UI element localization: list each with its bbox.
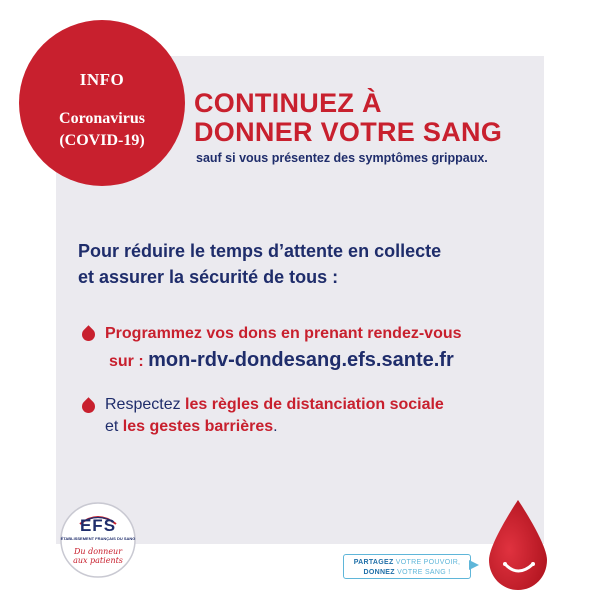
logo-tagline1: Du donneur	[73, 547, 123, 556]
appointment-prefix: sur :	[109, 353, 149, 370]
distancing-word1: Respectez	[105, 396, 186, 413]
headline-line2: DONNER VOTRE SANG	[194, 117, 503, 147]
distancing-end: .	[273, 418, 278, 435]
bubble-bold1: PARTAGEZ	[353, 559, 394, 566]
intro-line1: Pour réduire le temps d’attente en collecte	[78, 241, 442, 261]
appointment-url[interactable]: mon-rdv-dondesang.efs.sante.fr	[148, 349, 454, 371]
headline	[194, 89, 502, 147]
appointment-item	[105, 321, 462, 375]
bubble-bold2: DONNEZ	[363, 569, 395, 576]
headline-subtitle: sauf si vous présentez des symptômes grippaux.	[196, 151, 488, 165]
bubble-tail	[469, 560, 479, 570]
share-bubble	[343, 554, 471, 579]
distancing-highlight1: les règles de distanciation sociale	[185, 396, 444, 413]
intro-line2: et assurer la sécurité de tous :	[78, 267, 339, 287]
logo-tagline2: aux patients	[73, 556, 123, 565]
logo-subtitle: ÉTABLISSEMENT FRANÇAIS DU SANG	[60, 536, 136, 541]
bubble-text2: VOTRE SANG !	[394, 569, 451, 576]
appointment-text: Programmez vos dons en prenant rendez-vous	[105, 325, 462, 342]
distancing-word2: et	[105, 418, 123, 435]
efs-logo-icon	[58, 500, 138, 580]
info-line2: (COVID-19)	[59, 132, 145, 149]
logo-name: EFS	[79, 516, 117, 535]
bubble-text1: VOTRE POUVOIR,	[393, 559, 461, 566]
blood-drop-icon	[483, 498, 553, 593]
info-line1: Coronavirus	[59, 110, 145, 127]
distancing-item	[105, 394, 444, 438]
intro-text	[78, 238, 441, 290]
distancing-highlight2: les gestes barrières	[122, 418, 274, 435]
headline-line1: CONTINUEZ À	[194, 88, 382, 118]
info-badge	[19, 20, 185, 186]
info-title: INFO	[79, 70, 125, 89]
